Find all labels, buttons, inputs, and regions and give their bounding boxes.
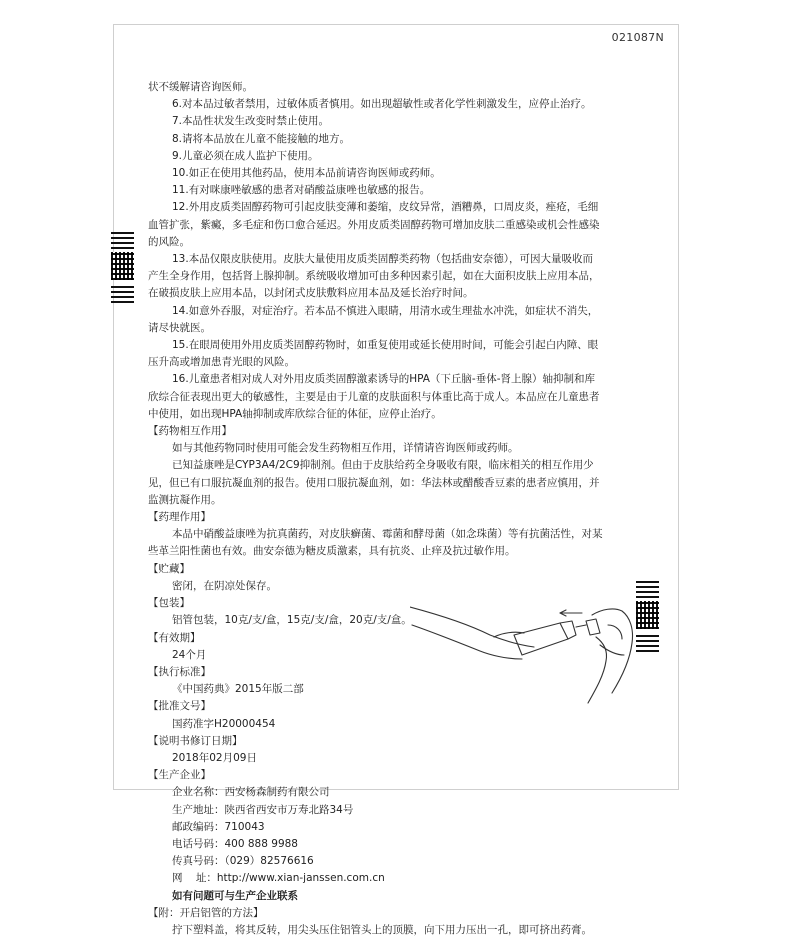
precaution-line: 在破损皮肤上应用本品，以封闭式皮肤敷料应用本品及延长治疗时间。 bbox=[148, 287, 474, 300]
storage-value: 密闭，在阴凉处保存。 bbox=[172, 579, 277, 592]
package-heading: 【包装】 bbox=[148, 597, 190, 610]
interaction-line: 见，但已有口服抗凝血剂的报告。使用口服抗凝血剂，如：华法林或醋酸香豆素的患者应慎用，并 bbox=[148, 476, 600, 489]
precaution-line: 11.有对咪康唑敏感的患者对硝酸益康唑也敏感的报告。 bbox=[172, 184, 431, 197]
interaction-text bbox=[148, 440, 653, 509]
document-code: 021087N bbox=[611, 31, 664, 44]
leaflet-content bbox=[148, 79, 653, 939]
pharmacology-heading: 【药理作用】 bbox=[148, 511, 211, 524]
interaction-line: 如与其他药物同时使用可能会发生药物相互作用，详情请咨询医师或药师。 bbox=[172, 442, 519, 455]
precaution-line: 欣综合征表现出更大的敏感性，主要是由于儿童的皮肤面积与体重比高于成人。本品应在儿童患者 bbox=[148, 390, 600, 403]
interaction-line: 已知益康唑是CYP3A4/2C9抑制剂。但由于皮肤给药全身吸收有限，临床相关的相互作用少 bbox=[172, 459, 594, 472]
manufacturer-phone: 电话号码：400 888 9988 bbox=[172, 837, 298, 850]
pharmacology-line: 些革兰阳性菌也有效。曲安奈德为糖皮质激素，具有抗炎、止痒及抗过敏作用。 bbox=[148, 545, 516, 558]
precaution-line: 状不缓解请咨询医师。 bbox=[148, 81, 253, 93]
approval-heading: 【批准文号】 bbox=[148, 700, 211, 713]
precaution-line: 9.儿童必须在成人监护下使用。 bbox=[172, 149, 319, 162]
standard-value: 《中国药典》2015年版二部 bbox=[172, 683, 304, 696]
precaution-line: 产生全身作用，包括肾上腺抑制。系统吸收增加可由多种因素引起，如在大面积皮肤上应用本品， bbox=[148, 270, 600, 283]
precaution-line: 中使用，如出现HPA轴抑制或库欣综合征的体征，应停止治疗。 bbox=[148, 407, 442, 420]
validity-heading: 【有效期】 bbox=[148, 631, 201, 644]
appendix-value: 拧下塑料盖，将其反转，用尖头压住铝管头上的顶膜，向下用力压出一孔，即可挤出药膏。 bbox=[172, 923, 592, 936]
precaution-line: 16.儿童患者相对成人对外用皮质类固醇激素诱导的HPA（下丘脑-垂体-肾上腺）轴抑制和库 bbox=[172, 373, 596, 386]
manufacturer-address: 生产地址：陕西省西安市万寿北路34号 bbox=[172, 803, 354, 816]
revision-value: 2018年02月09日 bbox=[172, 751, 257, 764]
precaution-line: 7.本品性状发生改变时禁止使用。 bbox=[172, 115, 330, 128]
manufacturer-name: 企业名称：西安杨森制药有限公司 bbox=[172, 786, 330, 799]
manufacturer-fax: 传真号码：（029）82576616 bbox=[172, 855, 314, 868]
precaution-line: 的风险。 bbox=[148, 235, 190, 248]
storage-heading: 【贮藏】 bbox=[148, 562, 190, 575]
precaution-line: 10.如正在使用其他药品，使用本品前请咨询医师或药师。 bbox=[172, 167, 441, 180]
approval-value: 国药准字H20000454 bbox=[172, 717, 276, 730]
package-value: 铝管包装，10克/支/盒，15克/支/盒，20克/支/盒。 bbox=[172, 614, 412, 627]
precautions-text bbox=[148, 79, 653, 423]
tube-opening-illustration bbox=[410, 585, 650, 705]
left-barcode-mark bbox=[111, 232, 134, 306]
standard-heading: 【执行标准】 bbox=[148, 665, 211, 678]
manufacturer-website: 网 址：http://www.xian-janssen.com.cn bbox=[172, 872, 385, 885]
appendix-heading: 【附：开启铝管的方法】 bbox=[148, 906, 264, 919]
precaution-line: 压升高或增加患青光眼的风险。 bbox=[148, 356, 295, 369]
qr-code-icon bbox=[111, 252, 134, 280]
pharmacology-text bbox=[148, 526, 653, 560]
manufacturer-contact: 如有问题可与生产企业联系 bbox=[172, 889, 298, 902]
precaution-line: 8.请将本品放在儿童不能接触的地方。 bbox=[172, 132, 351, 145]
interaction-line: 监测抗凝作用。 bbox=[148, 493, 222, 506]
precaution-line: 15.在眼周使用外用皮质类固醇药物时，如重复使用或延长使用时间，可能会引起白内障、眼 bbox=[172, 339, 599, 352]
manufacturer-heading: 【生产企业】 bbox=[148, 769, 211, 782]
precaution-line: 14.如意外吞服，对症治疗。若本品不慎进入眼睛，用清水或生理盐水冲洗，如症状不消失， bbox=[172, 304, 599, 317]
precaution-line: 12.外用皮质类固醇药物可引起皮肤变薄和萎缩，皮纹异常，酒糟鼻，口周皮炎，痤疮，毛细 bbox=[172, 201, 599, 214]
interaction-heading: 【药物相互作用】 bbox=[148, 425, 232, 438]
precaution-line: 血管扩张，紫癜，多毛症和伤口愈合延迟。外用皮质类固醇药物可增加皮肤二重感染或机会性感染 bbox=[148, 218, 600, 231]
precaution-line: 6.对本品过敏者禁用，过敏体质者慎用。如出现超敏性或者化学性刺激发生，应停止治疗。 bbox=[172, 98, 592, 111]
precaution-line: 13.本品仅限皮肤使用。皮肤大量使用皮质类固醇类药物（包括曲安奈德），可因大量吸收而 bbox=[172, 253, 593, 266]
manufacturer-postcode: 邮政编码：710043 bbox=[172, 820, 265, 833]
precaution-line: 请尽快就医。 bbox=[148, 321, 211, 334]
pharmacology-line: 本品中硝酸益康唑为抗真菌药，对皮肤癣菌、霉菌和酵母菌（如念珠菌）等有抗菌活性，对某 bbox=[172, 528, 603, 541]
revision-heading: 【说明书修订日期】 bbox=[148, 734, 243, 747]
validity-value: 24个月 bbox=[172, 648, 207, 661]
